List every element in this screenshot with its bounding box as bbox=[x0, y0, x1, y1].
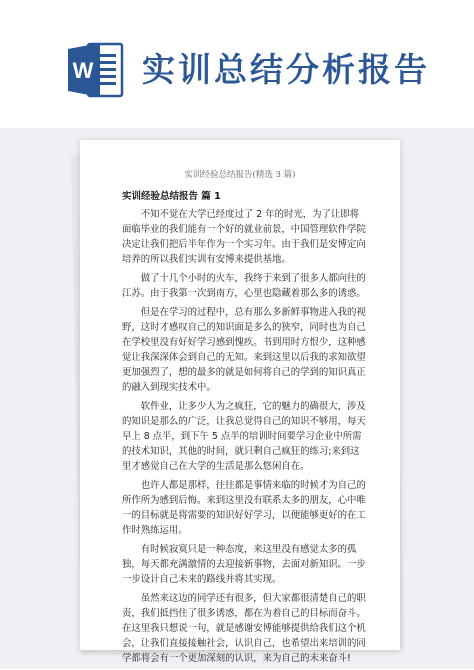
document-body bbox=[122, 207, 368, 670]
paragraph: 但是在学习的过程中，总有那么多新鲜事物进入我的视野，这时才感叹自己的知识面是多么的狭窄，同时也为自己在学校里没有好好学习感到愧疚。书到用时方恨少，这种感觉让我深深体会到自己的无知。来到这里以后我的求知欲望更加强烈了，想的最多的就是如何将自己的学到的知识真正的融入到现实技术中。 bbox=[122, 307, 366, 393]
document-page bbox=[80, 140, 400, 664]
paragraph: 软件业，让多少人为之疯狂，它的魅力的确很大，涉及的知识是那么的广泛，让我总觉得自己的知识不够用，每天早上 8 点半，到下午 5 点半的培训时间要学习企业中所需的技术知识，其他的时间，就只剩自己疯狂的练习;来到这里才感觉自己在大学的生活是那么悠闲自在。 bbox=[122, 401, 366, 472]
paragraph: 有时候寂寞只是一种态度，来这里没有感觉太多的孤独，每天都充满激情的去迎接新事物，去面对新知识。一步一步设计自己未来的路线并将其实现。 bbox=[122, 544, 366, 585]
paragraph: 不知不觉在大学已经度过了 2 年的时光，为了让即将面临毕业的我们能有一个好的就业前景，中国管理软件学院决定让我们把后半年作为一个实习年。由于我们是安博定向培养的所以我们实训有安博来提供基地。 bbox=[122, 209, 366, 265]
paragraph: 做了十几个小时的火车，我终于来到了很多人都向往的江苏。由于我第一次到南方，心里也隐藏着那么多的诱惑。 bbox=[122, 273, 366, 299]
word-document-icon bbox=[66, 40, 126, 100]
document-heading: 实训经验总结报告 篇 1 bbox=[122, 191, 221, 202]
word-icon-letter: W bbox=[72, 58, 94, 83]
banner bbox=[0, 0, 474, 130]
document-header: 实训经验总结报告(精选 3 篇) bbox=[184, 170, 296, 180]
paragraph: 也许人都是那样，往往都是事情来临的时候才为自己的所作所为感到后悔。来到这里没有联系太多的朋友，心中唯一的目标就是将需要的知识好好学习，以便能够更好的在工作时熟练运用。 bbox=[122, 480, 366, 536]
banner-title: 实训总结分析报告 bbox=[142, 50, 430, 89]
paragraph: 虽然来这边的同学还有很多，但大家都很清楚自己的职责，我们抵挡住了很多诱惑，都在为着自己的目标而奋斗。在这里我只想说一句，就是感谢安博能够提供给我们这个机会，让我们直接接触社会，认识自己，也希望出来培训的同学都将会有一个更加深刻的认识，来为自己的未来奋斗! bbox=[122, 593, 366, 664]
